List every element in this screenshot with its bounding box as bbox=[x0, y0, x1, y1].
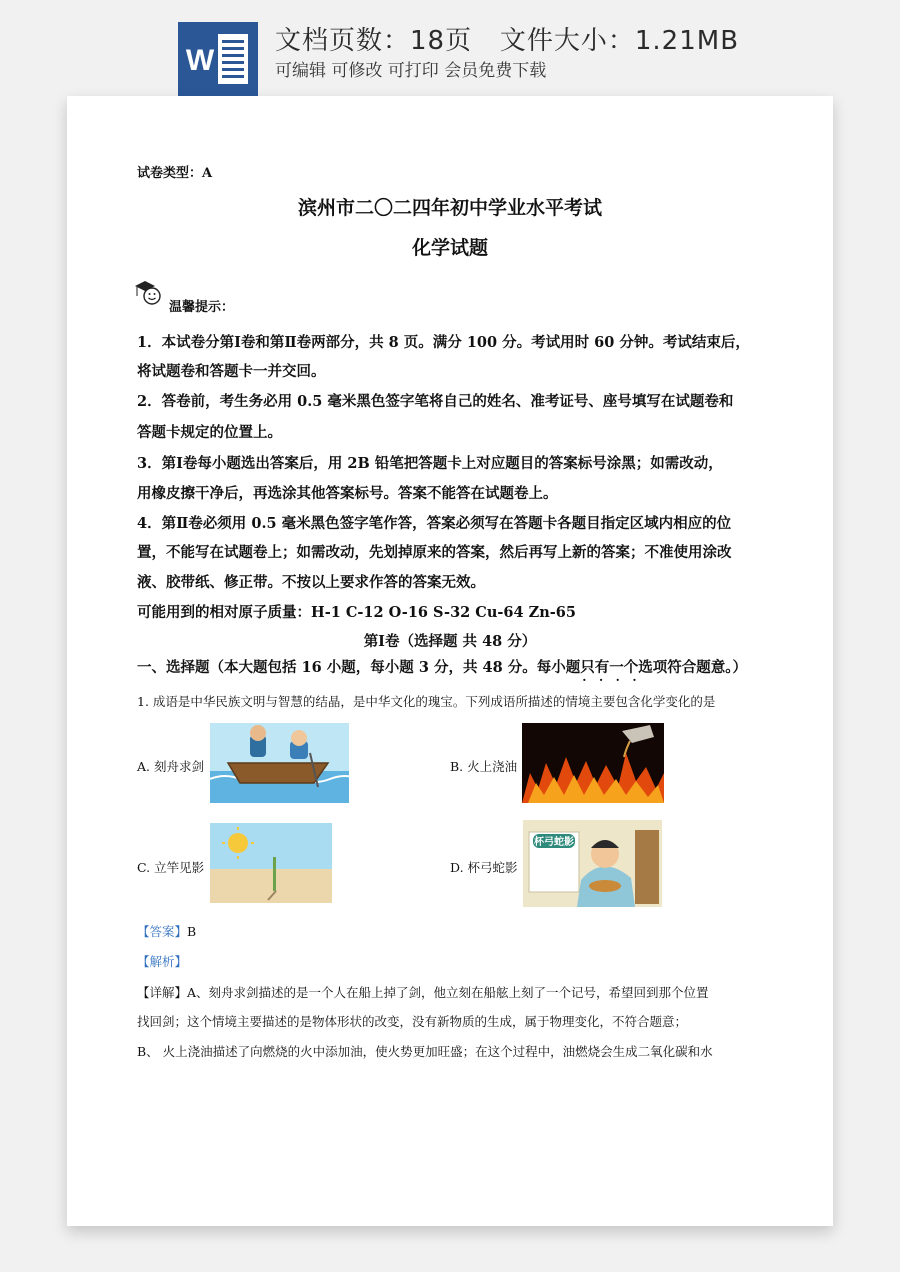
tip-line: 置，不能写在试题卷上；如需改动，先划掉原来的答案，然后再写上新的答案；不准使用涂改 bbox=[137, 544, 732, 561]
paper-type: 试卷类型：A bbox=[137, 166, 213, 181]
svg-text:杯弓蛇影: 杯弓蛇影 bbox=[534, 837, 574, 848]
banner-title: 文档页数：18页 文件大小：1.21MB bbox=[275, 26, 740, 56]
tip-line: 2．答卷前，考生务必用 0.5 毫米黑色签字笔将自己的姓名、准考证号、座号填写在试题卷和 bbox=[137, 393, 734, 410]
pole-shadow-illustration bbox=[210, 823, 332, 903]
svg-text:W: W bbox=[185, 44, 215, 77]
tip-line: 3．第Ⅰ卷每小题选出答案后，用 2B 铅笔把答题卡上对应题目的答案标号涂黑；如需改动， bbox=[137, 455, 723, 472]
word-document-icon bbox=[178, 22, 258, 96]
tip-line: 答题卡规定的位置上。 bbox=[137, 424, 282, 441]
exam-title: 滨州市二〇二四年初中学业水平考试 bbox=[297, 197, 602, 219]
answer-line bbox=[137, 922, 196, 940]
fire-oil-illustration bbox=[522, 723, 664, 803]
tip-line: 将试题卷和答题卡一并交回。 bbox=[137, 363, 326, 380]
boat-sword-illustration bbox=[210, 723, 349, 803]
question-1: 1. 成语是中华民族文明与智慧的结晶，是中华文化的瑰宝。下列成语所描述的情境主要包含化学变化的是 bbox=[137, 694, 716, 709]
analysis-tag: 【解析】 bbox=[137, 954, 188, 969]
section-title: 第Ⅰ卷（选择题 共 48 分） bbox=[363, 633, 537, 650]
tip-line: 4．第Ⅱ卷必须用 0.5 毫米黑色签字笔作答，答案必须写在答题卡各题目指定区域内相应的位 bbox=[137, 515, 732, 532]
answer-tag: 【答案】 bbox=[137, 924, 188, 939]
detail-line: B、 火上浇油描述了向燃烧的火中添加油，使火势更加旺盛；在这个过程中，油燃烧会生成二氧化碳和水 bbox=[137, 1044, 713, 1059]
option-b-label: B. 火上浇油 bbox=[450, 759, 518, 774]
detail-line: 找回剑；这个情境主要描述的是物体形状的改变，没有新物质的生成，属于物理变化，不符合题意； bbox=[137, 1014, 688, 1029]
exam-subtitle: 化学试题 bbox=[411, 237, 488, 259]
download-banner bbox=[0, 0, 900, 100]
graduate-cap-icon bbox=[133, 278, 167, 308]
option-c-label: C. 立竿见影 bbox=[137, 860, 205, 875]
tip-line: 用橡皮擦干净后，再选涂其他答案标号。答案不能答在试题卷上。 bbox=[137, 485, 558, 502]
tip-line: 液、胶带纸、修正带。不按以上要求作答的答案无效。 bbox=[137, 574, 485, 591]
banner-subtitle: 可编辑 可修改 可打印 会员免费下载 bbox=[275, 61, 547, 81]
tip-line: 1．本试卷分第Ⅰ卷和第Ⅱ卷两部分，共 8 页。满分 100 分。考试用时 60 分钟。考试结束后， bbox=[137, 334, 750, 351]
part-heading: 一、选择题（本大题包括 16 小题，每小题 3 分，共 48 分。每小题只有一个 · ·选项符合题意。） bbox=[137, 656, 747, 677]
cup-bow-illustration bbox=[523, 820, 662, 907]
option-a-label: A. 刻舟求剑 bbox=[137, 759, 204, 774]
option-d-label: D. 杯弓蛇影 bbox=[450, 860, 518, 875]
answer-value: B bbox=[187, 924, 197, 939]
detail-line: 【详解】A、刻舟求剑描述的是一个人在船上掉了剑，他立刻在船舷上刻了一个记号，希望回到那个位置 bbox=[137, 985, 709, 1000]
atomic-mass-line: 可能用到的相对原子质量：H-1 C-12 O-16 S-32 Cu-64 Zn-65 bbox=[137, 604, 576, 621]
detail-tag: 【详解】 bbox=[137, 985, 188, 1000]
emphasis-dots: 只有一个 · · bbox=[580, 659, 638, 676]
tips-label: 温馨提示： bbox=[169, 300, 235, 315]
document-page bbox=[67, 96, 833, 1226]
